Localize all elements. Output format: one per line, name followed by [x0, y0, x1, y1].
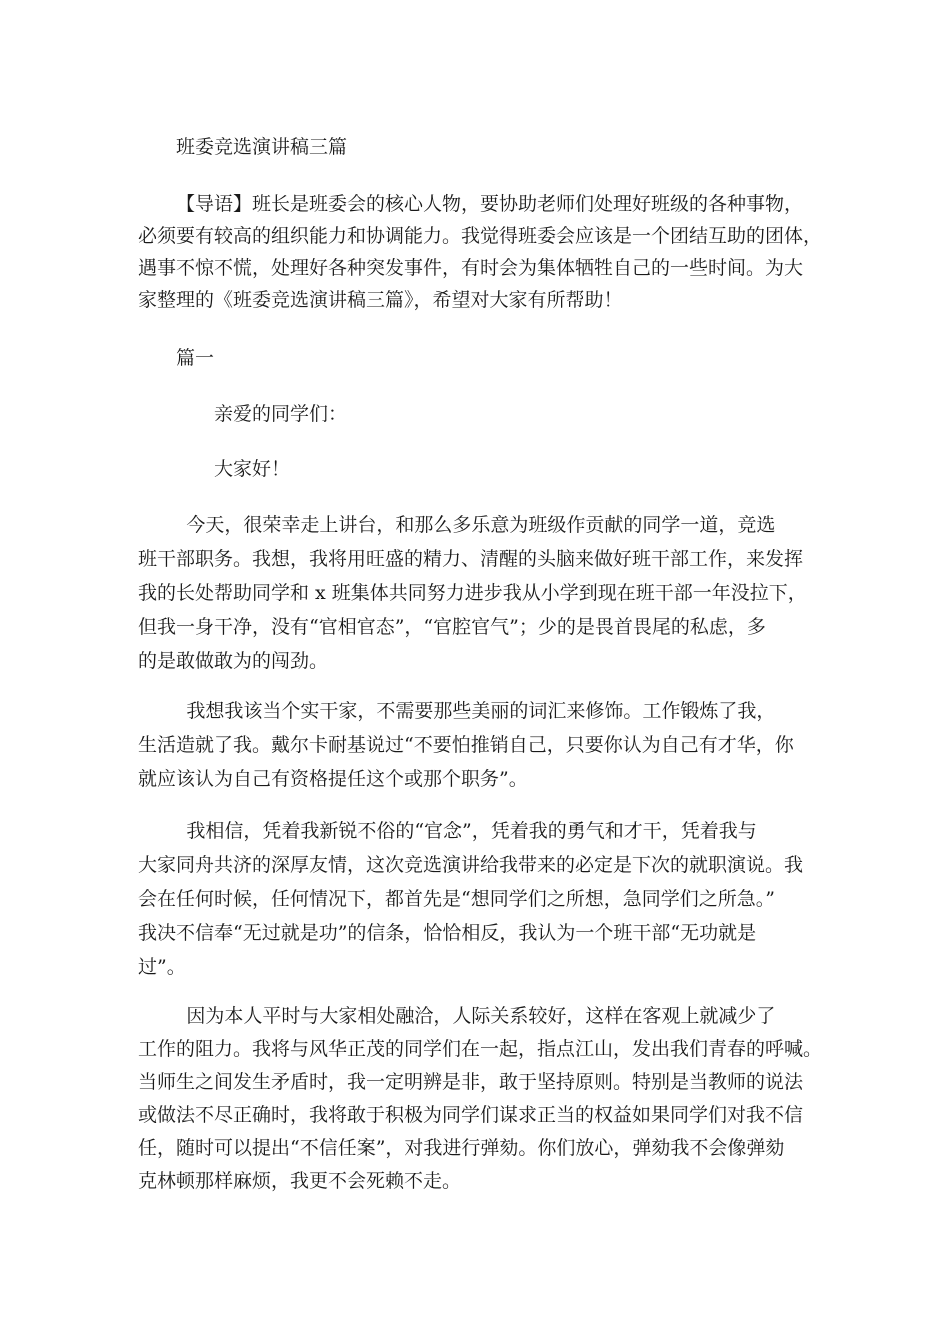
paragraph-line: 但我一身干净，没有“官相官态”，“官腔官气”；少的是畏首畏尾的私虑，多 — [138, 616, 766, 638]
intro-line: 【导语】班长是班委会的核心人物，要协助老师们处理好班级的各种事物， — [176, 193, 804, 215]
paragraph-line: 我想我该当个实干家，不需要那些美丽的词汇来修饰。工作锻炼了我， — [138, 700, 776, 722]
body-paragraph-2 — [138, 694, 818, 796]
paragraph-line: 我相信，凭着我新锐不俗的“官念”，凭着我的勇气和才干，凭着我与 — [138, 820, 757, 842]
body-paragraph-3 — [138, 814, 818, 984]
paragraph-line: 任，随时可以提出“不信任案”，对我进行弹劾。你们放心，弹劾我不会像弹劾 — [138, 1137, 785, 1159]
paragraph-line: 我决不信奉“无过就是功”的信条，恰恰相反，我认为一个班干部“无功就是 — [138, 922, 757, 944]
intro-line: 遇事不惊不慌，处理好各种突发事件，有时会为集体牺牲自己的一些时间。为大 — [138, 257, 804, 279]
intro-paragraph — [138, 188, 823, 316]
paragraph-line: 我的长处帮助同学和 x 班集体共同努力进步我从小学到现在班干部一年没拉下， — [138, 582, 807, 604]
greeting: 大家好！ — [214, 458, 291, 480]
paragraph-line: 过”。 — [138, 956, 186, 978]
paragraph-line: 的是敢做敢为的闯劲。 — [138, 650, 329, 672]
body-paragraph-1 — [138, 508, 818, 678]
paragraph-line: 克林顿那样麻烦，我更不会死赖不走。 — [138, 1170, 462, 1192]
body-paragraph-4 — [138, 1000, 823, 1198]
paragraph-line: 或做法不尽正确时，我将敢于积极为同学们谋求正当的权益如果同学们对我不信 — [138, 1104, 804, 1126]
paragraph-line: 今天，很荣幸走上讲台，和那么多乐意为班级作贡献的同学一道，竞选 — [138, 514, 776, 536]
paragraph-line: 班干部职务。我想，我将用旺盛的精力、清醒的头脑来做好班干部工作，来发挥 — [138, 548, 804, 570]
intro-line: 必须要有较高的组织能力和协调能力。我觉得班委会应该是一个团结互助的团体， — [138, 225, 823, 247]
paragraph-line: 当师生之间发生矛盾时，我一定明辨是非，敢于坚持原则。特别是当教师的说法 — [138, 1071, 804, 1093]
intro-line: 家整理的《班委竞选演讲稿三篇》，希望对大家有所帮助！ — [138, 289, 623, 311]
paragraph-line: 就应该认为自己有资格提任这个或那个职务”。 — [138, 768, 528, 790]
salutation: 亲爱的同学们： — [214, 403, 348, 425]
paragraph-line: 生活造就了我。戴尔卡耐基说过“不要怕推销自己，只要你认为自己有才华，你 — [138, 734, 794, 756]
document-title: 班委竞选演讲稿三篇 — [176, 136, 348, 158]
paragraph-line: 因为本人平时与大家相处融洽，人际关系较好，这样在客观上就减少了 — [138, 1005, 776, 1027]
paragraph-line: 大家同舟共济的深厚友情，这次竞选演讲给我带来的必定是下次的就职演说。我 — [138, 854, 804, 876]
section-label: 篇一 — [176, 347, 215, 369]
paragraph-line: 会在任何时候，任何情况下，都首先是“想同学们之所想，急同学们之所急。” — [138, 888, 775, 910]
paragraph-line: 工作的阻力。我将与风华正茂的同学们在一起，指点江山，发出我们青春的呼喊。 — [138, 1038, 823, 1060]
